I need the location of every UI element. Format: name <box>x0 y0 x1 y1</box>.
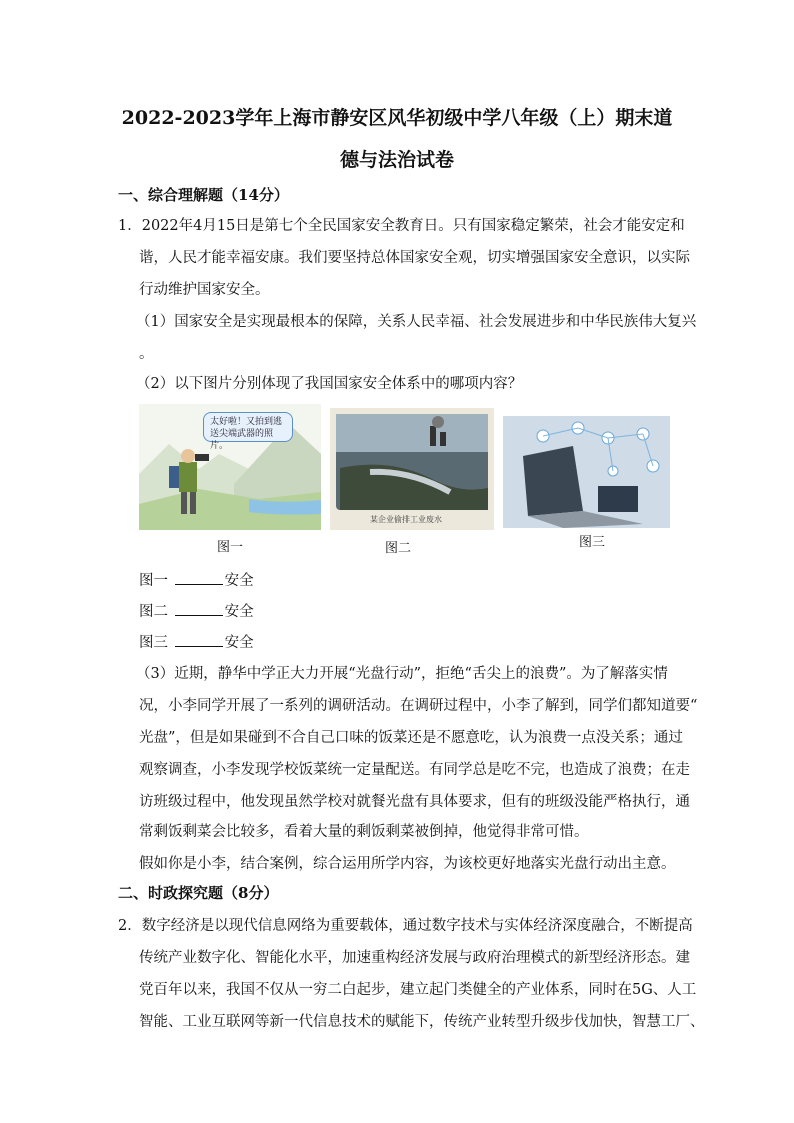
answer-label: 图二 <box>139 604 168 620</box>
figure-2-caption: 图二 <box>384 541 411 556</box>
q1-sub3-line: 假如你是小李，结合案例，综合运用所学内容，为该校更好地落实光盘行动出主意。 <box>139 856 676 872</box>
q1-sub3-line: 光盘”，但是如果碰到不合自己口味的饭菜还是不愿意吃，认为浪费一点没关系；通过 <box>139 730 683 746</box>
q2-line: 智能、工业互联网等新一代信息技术的赋能下，传统产业转型升级步伐加快，智慧工厂、 <box>139 1014 705 1030</box>
answer-suffix: 安全 <box>224 573 254 589</box>
q1-sub3-line: 常剩饭剩菜会比较多，看着大量的剩饭剩菜被倒掉，他觉得非常可惜。 <box>139 824 589 840</box>
q1-line: 行动维护国家安全。 <box>139 282 270 298</box>
q1-sub3-line: （3）近期，静华中学正大力开展“光盘行动”，拒绝“舌尖上的浪费”。为了解落实情 <box>136 666 668 682</box>
answer-blank[interactable] <box>175 599 223 616</box>
q2-line: 党百年以来，我国不仅从一穷二白起步，建立起门类健全的产业体系，同时在5G、人工 <box>139 982 697 998</box>
answer-blank[interactable] <box>175 568 223 585</box>
answer-label: 图三 <box>139 635 168 651</box>
q1-line: 1．2022年4月15日是第七个全民国家安全教育日。只有国家稳定繁荣，社会才能安定和 <box>118 218 685 234</box>
answer-suffix: 安全 <box>224 604 254 620</box>
q1-sub1-line: 。 <box>139 346 154 362</box>
answer-blank[interactable] <box>175 630 223 647</box>
figure-3-caption: 图三 <box>578 535 605 550</box>
answer-label: 图一 <box>139 573 168 589</box>
figure-2-photo <box>330 408 494 530</box>
exam-title-line2: 德与法治试卷 <box>339 149 454 171</box>
answer-line-3 <box>139 629 254 657</box>
figure-1-caption: 图一 <box>216 540 243 555</box>
q2-line: 2．数字经济是以现代信息网络为重要载体，通过数字技术与实体经济深度融合，不断提高 <box>118 918 693 934</box>
laptop-network-image <box>503 416 670 528</box>
q2-line: 传统产业数字化、智能化水平，加速重构经济发展与政府治理模式的新型经济形态。建 <box>139 950 690 966</box>
answer-suffix: 安全 <box>224 635 254 651</box>
section-heading-2: 二、时政探究题（8分） <box>118 884 279 902</box>
q1-sub3-line: 观察调查，小李发现学校饭菜统一定量配送。有同学总是吃不完，也造成了浪费；在走 <box>139 762 690 778</box>
speech-bubble: 太好啦！又拍到逃送尖端武器的照片。 <box>203 412 293 442</box>
section-heading-1: 一、综合理解题（14分） <box>118 186 289 204</box>
figure-1-illustration <box>139 404 321 530</box>
answer-line-1 <box>139 567 254 595</box>
exam-title-line1: 2022-2023学年上海市静安区风华初级中学八年级（上）期末道 <box>121 107 673 129</box>
q1-sub2-line: （2）以下图片分别体现了我国国家安全体系中的哪项内容？ <box>136 376 523 392</box>
answer-line-2 <box>139 598 254 626</box>
q1-line: 谐，人民才能幸福安康。我们要坚持总体国家安全观，切实增强国家安全意识，以实际 <box>139 250 690 266</box>
wastewater-painting <box>330 408 494 530</box>
q1-sub3-line: 访班级过程中，他发现虽然学校对就餐光盘有具体要求，但有的班级没能严格执行，通 <box>139 794 690 810</box>
q1-sub1-line: （1）国家安全是实现最根本的保障，关系人民幸福、社会发展进步和中华民族伟大复兴 <box>136 314 697 330</box>
figure-3-photo <box>503 416 670 528</box>
q1-sub3-line: 况，小李同学开展了一系列的调研活动。在调研过程中，小李了解到，同学们都知道要“ <box>139 698 698 714</box>
painting-label: 某企业偷排工业废水 <box>370 515 442 524</box>
